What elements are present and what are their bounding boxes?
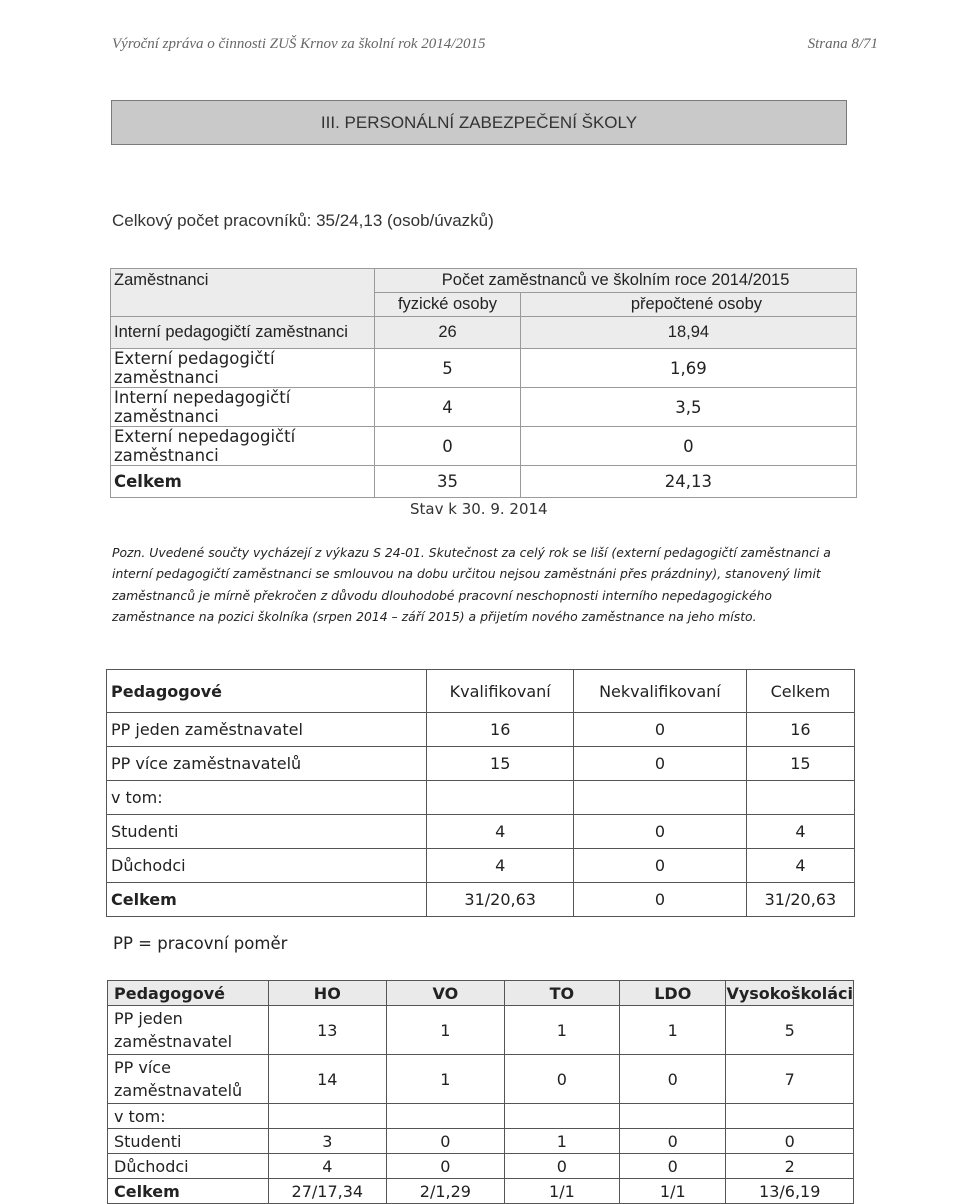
cell: 0 <box>573 883 746 917</box>
column-header: Kvalifikovaní <box>427 670 574 713</box>
converted-value: 24,13 <box>520 466 856 498</box>
row-label: PP více zaměstnavatelů <box>107 747 427 781</box>
table-subheader-row <box>111 293 857 317</box>
table-row <box>107 713 855 747</box>
table-row <box>108 1154 854 1179</box>
physical-value: 4 <box>375 388 521 427</box>
cell: 0 <box>387 1129 505 1154</box>
converted-value: 18,94 <box>520 317 856 349</box>
cell: 4 <box>268 1154 387 1179</box>
table-header-row <box>108 981 854 1006</box>
table-row <box>107 747 855 781</box>
row-label: Celkem <box>111 466 375 498</box>
cell: 1 <box>504 1006 619 1055</box>
column-header: TO <box>504 981 619 1006</box>
footnote: Pozn. Uvedené součty vycházejí z výkazu S 24-01. Skutečnost za celý rok se liší (externí pedagogičtí zaměstnanci a interní pedagogičtí zaměstnanci se smlouvou na dobu určitou nejsou zaměstnáni přes prázdniny), stanovený limit zaměstnanců je mírně překročen z důvodu dlouhodobé pracovní neschopnosti interního nepedagogického zaměstnance na pozici školníka (srpen 2014 – září 2015) a přijetím nového zaměstnance na jeho místo. <box>112 545 831 624</box>
table-row <box>111 427 857 466</box>
table-row <box>111 388 857 427</box>
column-header-physical: fyzické osoby <box>375 293 521 317</box>
cell: 31/20,63 <box>746 883 854 917</box>
cell: 15 <box>746 747 854 781</box>
cell <box>573 781 746 815</box>
table-row <box>108 1104 854 1129</box>
page-number: Strana 8/71 <box>807 36 878 52</box>
table-row <box>107 781 855 815</box>
row-label: PP jeden zaměstnavatel <box>107 713 427 747</box>
table-row <box>108 1006 854 1055</box>
status-date: Stav k 30. 9. 2014 <box>410 500 548 518</box>
cell: 2/1,29 <box>387 1179 505 1204</box>
cell: 0 <box>387 1154 505 1179</box>
cell: 13/6,19 <box>726 1179 854 1204</box>
column-header: Celkem <box>746 670 854 713</box>
converted-value: 1,69 <box>520 349 856 388</box>
row-label: Externí pedagogičtí zaměstnanci <box>111 349 375 388</box>
section-title: III. PERSONÁLNÍ ZABEZPEČENÍ ŠKOLY <box>111 100 847 145</box>
converted-value: 0 <box>520 427 856 466</box>
table-row <box>108 1055 854 1104</box>
cell <box>504 1104 619 1129</box>
column-header: Nekvalifikovaní <box>573 670 746 713</box>
table-header-row <box>111 269 857 293</box>
cell: 5 <box>726 1006 854 1055</box>
cell <box>726 1104 854 1129</box>
table-row <box>107 815 855 849</box>
cell: 0 <box>620 1055 726 1104</box>
table-row <box>111 317 857 349</box>
column-header-group: Počet zaměstnanců ve školním roce 2014/2015 <box>375 269 857 293</box>
total-staff-line: Celkový počet pracovníků: 35/24,13 (osob/úvazků) <box>112 211 494 230</box>
cell: 14 <box>268 1055 387 1104</box>
column-header: LDO <box>620 981 726 1006</box>
empty-cell <box>111 293 375 317</box>
row-label: Celkem <box>107 883 427 917</box>
row-label: Důchodci <box>107 849 427 883</box>
column-header: VO <box>387 981 505 1006</box>
physical-value: 26 <box>375 317 521 349</box>
row-label: Interní pedagogičtí zaměstnanci <box>111 317 375 349</box>
table-row <box>107 849 855 883</box>
cell: 1 <box>387 1006 505 1055</box>
row-label: Důchodci <box>108 1154 269 1179</box>
row-label: Externí nepedagogičtí zaměstnanci <box>111 427 375 466</box>
column-header: HO <box>268 981 387 1006</box>
cell: 27/17,34 <box>268 1179 387 1204</box>
cell: 31/20,63 <box>427 883 574 917</box>
cell: 7 <box>726 1055 854 1104</box>
cell: 15 <box>427 747 574 781</box>
cell: 0 <box>573 747 746 781</box>
qualification-table <box>106 669 855 917</box>
cell: 0 <box>573 815 746 849</box>
cell: 1/1 <box>620 1179 726 1204</box>
cell: 0 <box>573 849 746 883</box>
cell: 4 <box>427 815 574 849</box>
physical-value: 5 <box>375 349 521 388</box>
cell: 16 <box>746 713 854 747</box>
row-label: PP více zaměstnavatelů <box>108 1055 269 1104</box>
cell: 3 <box>268 1129 387 1154</box>
cell: 1 <box>620 1006 726 1055</box>
row-label: Studenti <box>108 1129 269 1154</box>
table-row <box>108 1129 854 1154</box>
column-header: Vysokoškoláci <box>726 981 854 1006</box>
table-total-row <box>107 883 855 917</box>
cell: 0 <box>573 713 746 747</box>
staff-count-table <box>110 268 857 498</box>
table-total-row <box>108 1179 854 1204</box>
row-label: Interní nepedagogičtí zaměstnanci <box>111 388 375 427</box>
cell: 0 <box>726 1129 854 1154</box>
cell <box>427 781 574 815</box>
physical-value: 0 <box>375 427 521 466</box>
row-label: v tom: <box>107 781 427 815</box>
column-header-employees: Zaměstnanci <box>111 269 375 293</box>
cell: 16 <box>427 713 574 747</box>
education-table <box>107 980 854 1204</box>
cell: 0 <box>620 1129 726 1154</box>
cell: 1 <box>504 1129 619 1154</box>
column-header: Pedagogové <box>107 670 427 713</box>
table-row <box>111 349 857 388</box>
running-header-title: Výroční zpráva o činnosti ZUŠ Krnov za školní rok 2014/2015 <box>112 36 486 52</box>
cell: 1 <box>387 1055 505 1104</box>
cell <box>746 781 854 815</box>
row-label: Studenti <box>107 815 427 849</box>
physical-value: 35 <box>375 466 521 498</box>
cell: 4 <box>427 849 574 883</box>
cell: 0 <box>504 1154 619 1179</box>
row-label: v tom: <box>108 1104 269 1129</box>
table-total-row <box>111 466 857 498</box>
converted-value: 3,5 <box>520 388 856 427</box>
cell <box>268 1104 387 1129</box>
cell: 13 <box>268 1006 387 1055</box>
cell: 0 <box>504 1055 619 1104</box>
cell: 1/1 <box>504 1179 619 1204</box>
cell <box>387 1104 505 1129</box>
table-header-row <box>107 670 855 713</box>
cell: 4 <box>746 849 854 883</box>
abbreviation-note: PP = pracovní poměr <box>113 934 288 953</box>
column-header-converted: přepočtené osoby <box>520 293 856 317</box>
row-label: Celkem <box>108 1179 269 1204</box>
cell: 0 <box>620 1154 726 1179</box>
row-label: PP jeden zaměstnavatel <box>108 1006 269 1055</box>
cell <box>620 1104 726 1129</box>
cell: 4 <box>746 815 854 849</box>
column-header: Pedagogové <box>108 981 269 1006</box>
cell: 2 <box>726 1154 854 1179</box>
